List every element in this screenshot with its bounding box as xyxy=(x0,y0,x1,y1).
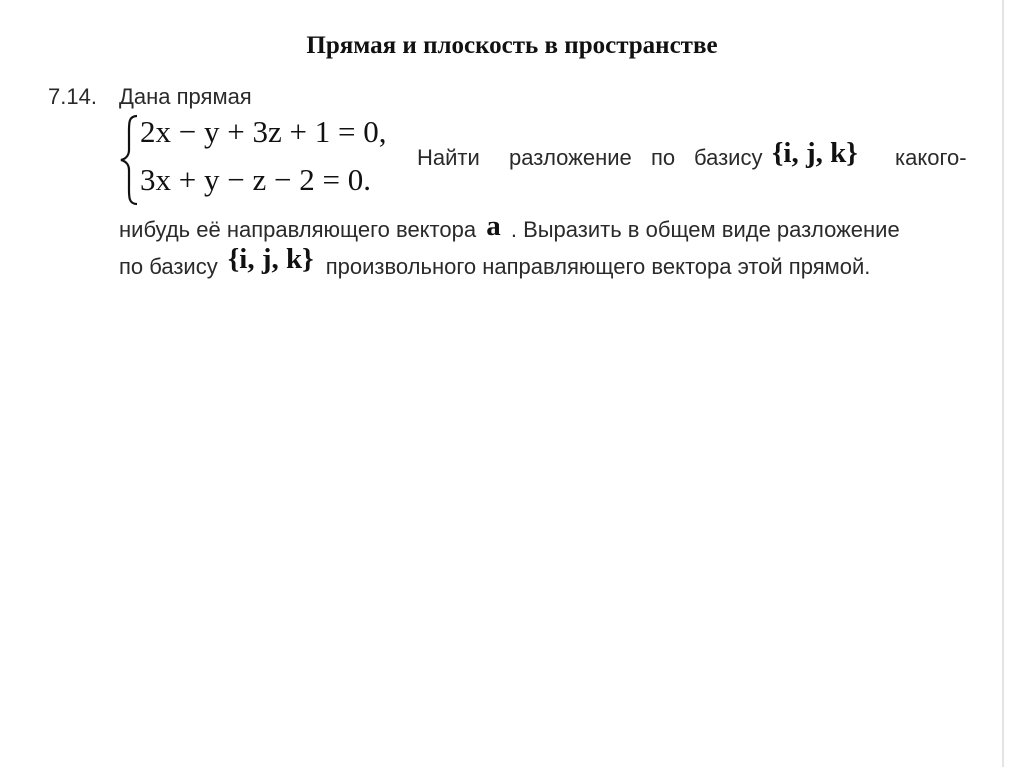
basis-notation-2: {i, j, k} xyxy=(227,243,314,275)
task-word-basis: базису xyxy=(694,145,763,170)
task-word-find: Найти xyxy=(417,145,480,170)
equation-1: 2x − y + 3z + 1 = 0, xyxy=(140,114,387,149)
problem-number: 7.14. xyxy=(48,84,97,109)
task-word-by: по xyxy=(651,145,676,170)
problem-intro: Дана прямая xyxy=(119,84,252,109)
equation-system xyxy=(119,114,409,206)
basis-notation-1: {i, j, k} xyxy=(772,137,858,169)
task-text-line-3 xyxy=(119,243,871,282)
task-word-expansion: разложение xyxy=(509,145,632,170)
equation-2: 3x + y − z − 2 = 0. xyxy=(140,162,371,197)
line3-after-text: произвольного направляющего вектора этой прямой. xyxy=(325,254,871,279)
slide-title: Прямая и плоскость в пространстве xyxy=(306,32,718,59)
task-text-line-2 xyxy=(119,212,900,245)
left-brace-icon xyxy=(119,114,141,206)
line3-before-text: по базису xyxy=(119,254,218,279)
line2-after-text: . Выразить в общем виде разложение xyxy=(510,217,900,242)
task-word-some: какого- xyxy=(895,145,967,170)
vector-a-symbol: a xyxy=(486,210,501,242)
line2-before-text: нибудь её направляющего вектора xyxy=(119,217,477,242)
